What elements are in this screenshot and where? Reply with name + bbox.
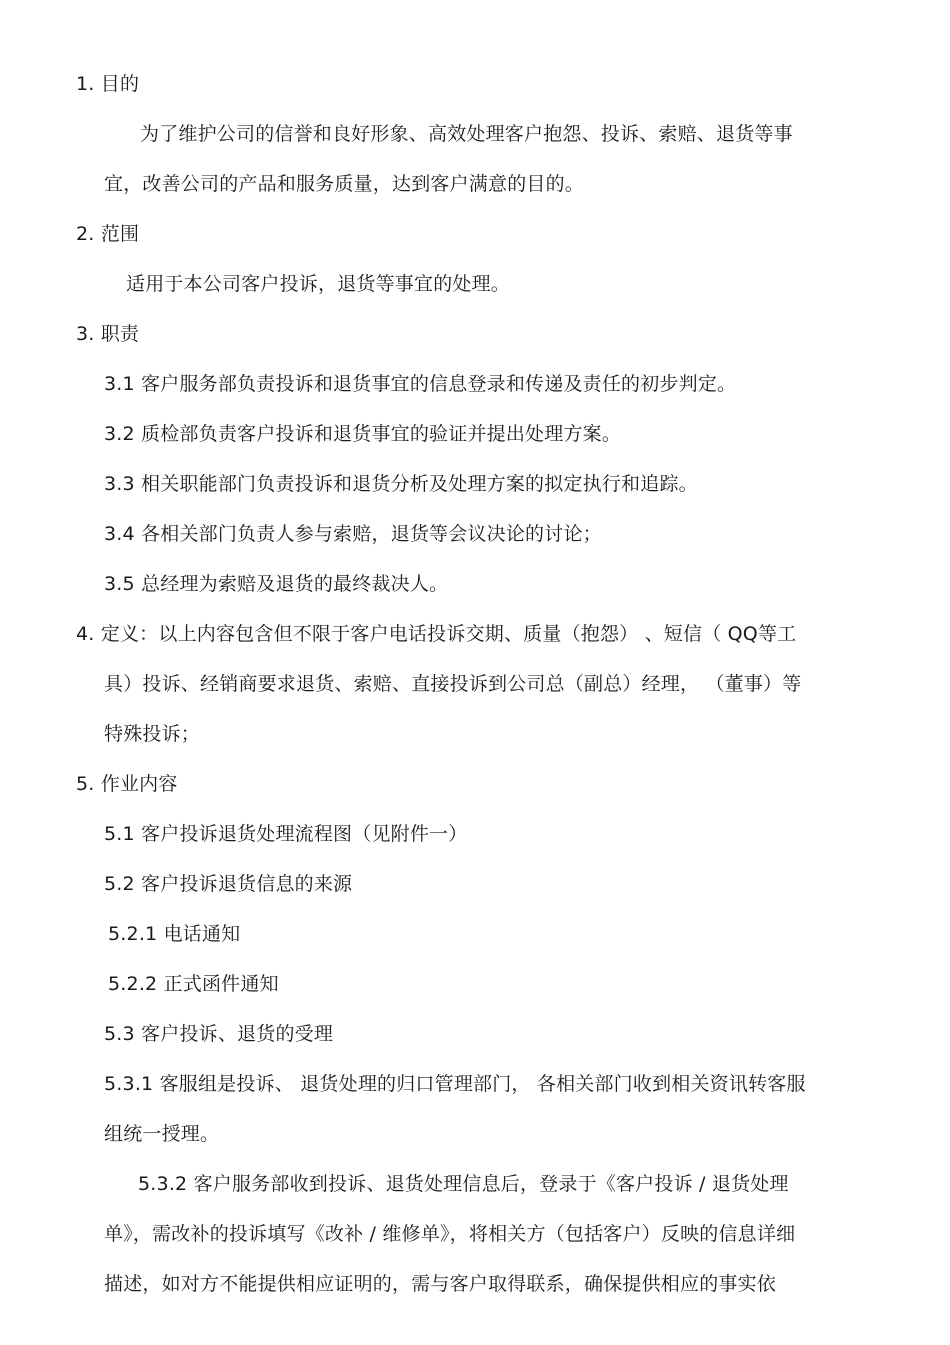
section-3-5: 3.5 总经理为索赔及退货的最终裁决人。 [104, 573, 449, 595]
section-5-3-2-line-1: 5.3.2 客户服务部收到投诉、退货处理信息后，登录于《客户投诉 / 退货处理 [138, 1173, 789, 1195]
section-5-3-1-line-1: 5.3.1 客服组是投诉、 退货处理的归口管理部门， 各相关部门收到相关资讯转客服 [104, 1073, 806, 1095]
section-5-2-2: 5.2.2 正式函件通知 [108, 973, 279, 995]
section-3-1: 3.1 客户服务部负责投诉和退货事宜的信息登录和传递及责任的初步判定。 [104, 373, 737, 395]
section-1-paragraph-line-1: 为了维护公司的信誉和良好形象、高效处理客户抱怨、投诉、索赔、退货等事 [140, 123, 793, 145]
section-4-line-3: 特殊投诉； [104, 723, 201, 745]
section-5-1: 5.1 客户投诉退货处理流程图（见附件一） [104, 823, 468, 845]
section-1-paragraph-line-2: 宜，改善公司的产品和服务质量，达到客户满意的目的。 [104, 173, 585, 195]
section-2-heading: 2. 范围 [76, 223, 140, 245]
section-3-2: 3.2 质检部负责客户投诉和退货事宜的验证并提出处理方案。 [104, 423, 622, 445]
section-5-heading: 5. 作业内容 [76, 773, 178, 795]
section-2-paragraph: 适用于本公司客户投诉，退货等事宜的处理。 [126, 273, 511, 295]
section-5-2: 5.2 客户投诉退货信息的来源 [104, 873, 353, 895]
section-3-heading: 3. 职责 [76, 323, 140, 345]
section-5-3-2-line-3: 描述，如对方不能提供相应证明的，需与客户取得联系，确保提供相应的事实依 [104, 1273, 777, 1295]
section-5-2-1: 5.2.1 电话通知 [108, 923, 241, 945]
section-5-3: 5.3 客户投诉、退货的受理 [104, 1023, 334, 1045]
section-4-line-1: 4. 定义：以上内容包含但不限于客户电话投诉交期、质量（抱怨） 、短信（ QQ等工 [76, 623, 797, 645]
section-3-3: 3.3 相关职能部门负责投诉和退货分析及处理方案的拟定执行和追踪。 [104, 473, 698, 495]
section-5-3-2-line-2: 单》，需改补的投诉填写《改补 / 维修单》，将相关方（包括客户）反映的信息详细 [104, 1223, 796, 1245]
section-3-4: 3.4 各相关部门负责人参与索赔，退货等会议决论的讨论； [104, 523, 602, 545]
section-5-3-1-line-2: 组统一授理。 [104, 1123, 220, 1145]
section-4-line-2: 具）投诉、经销商要求退货、索赔、直接投诉到公司总（副总）经理， （董事）等 [104, 673, 802, 695]
section-1-heading: 1. 目的 [76, 73, 140, 95]
